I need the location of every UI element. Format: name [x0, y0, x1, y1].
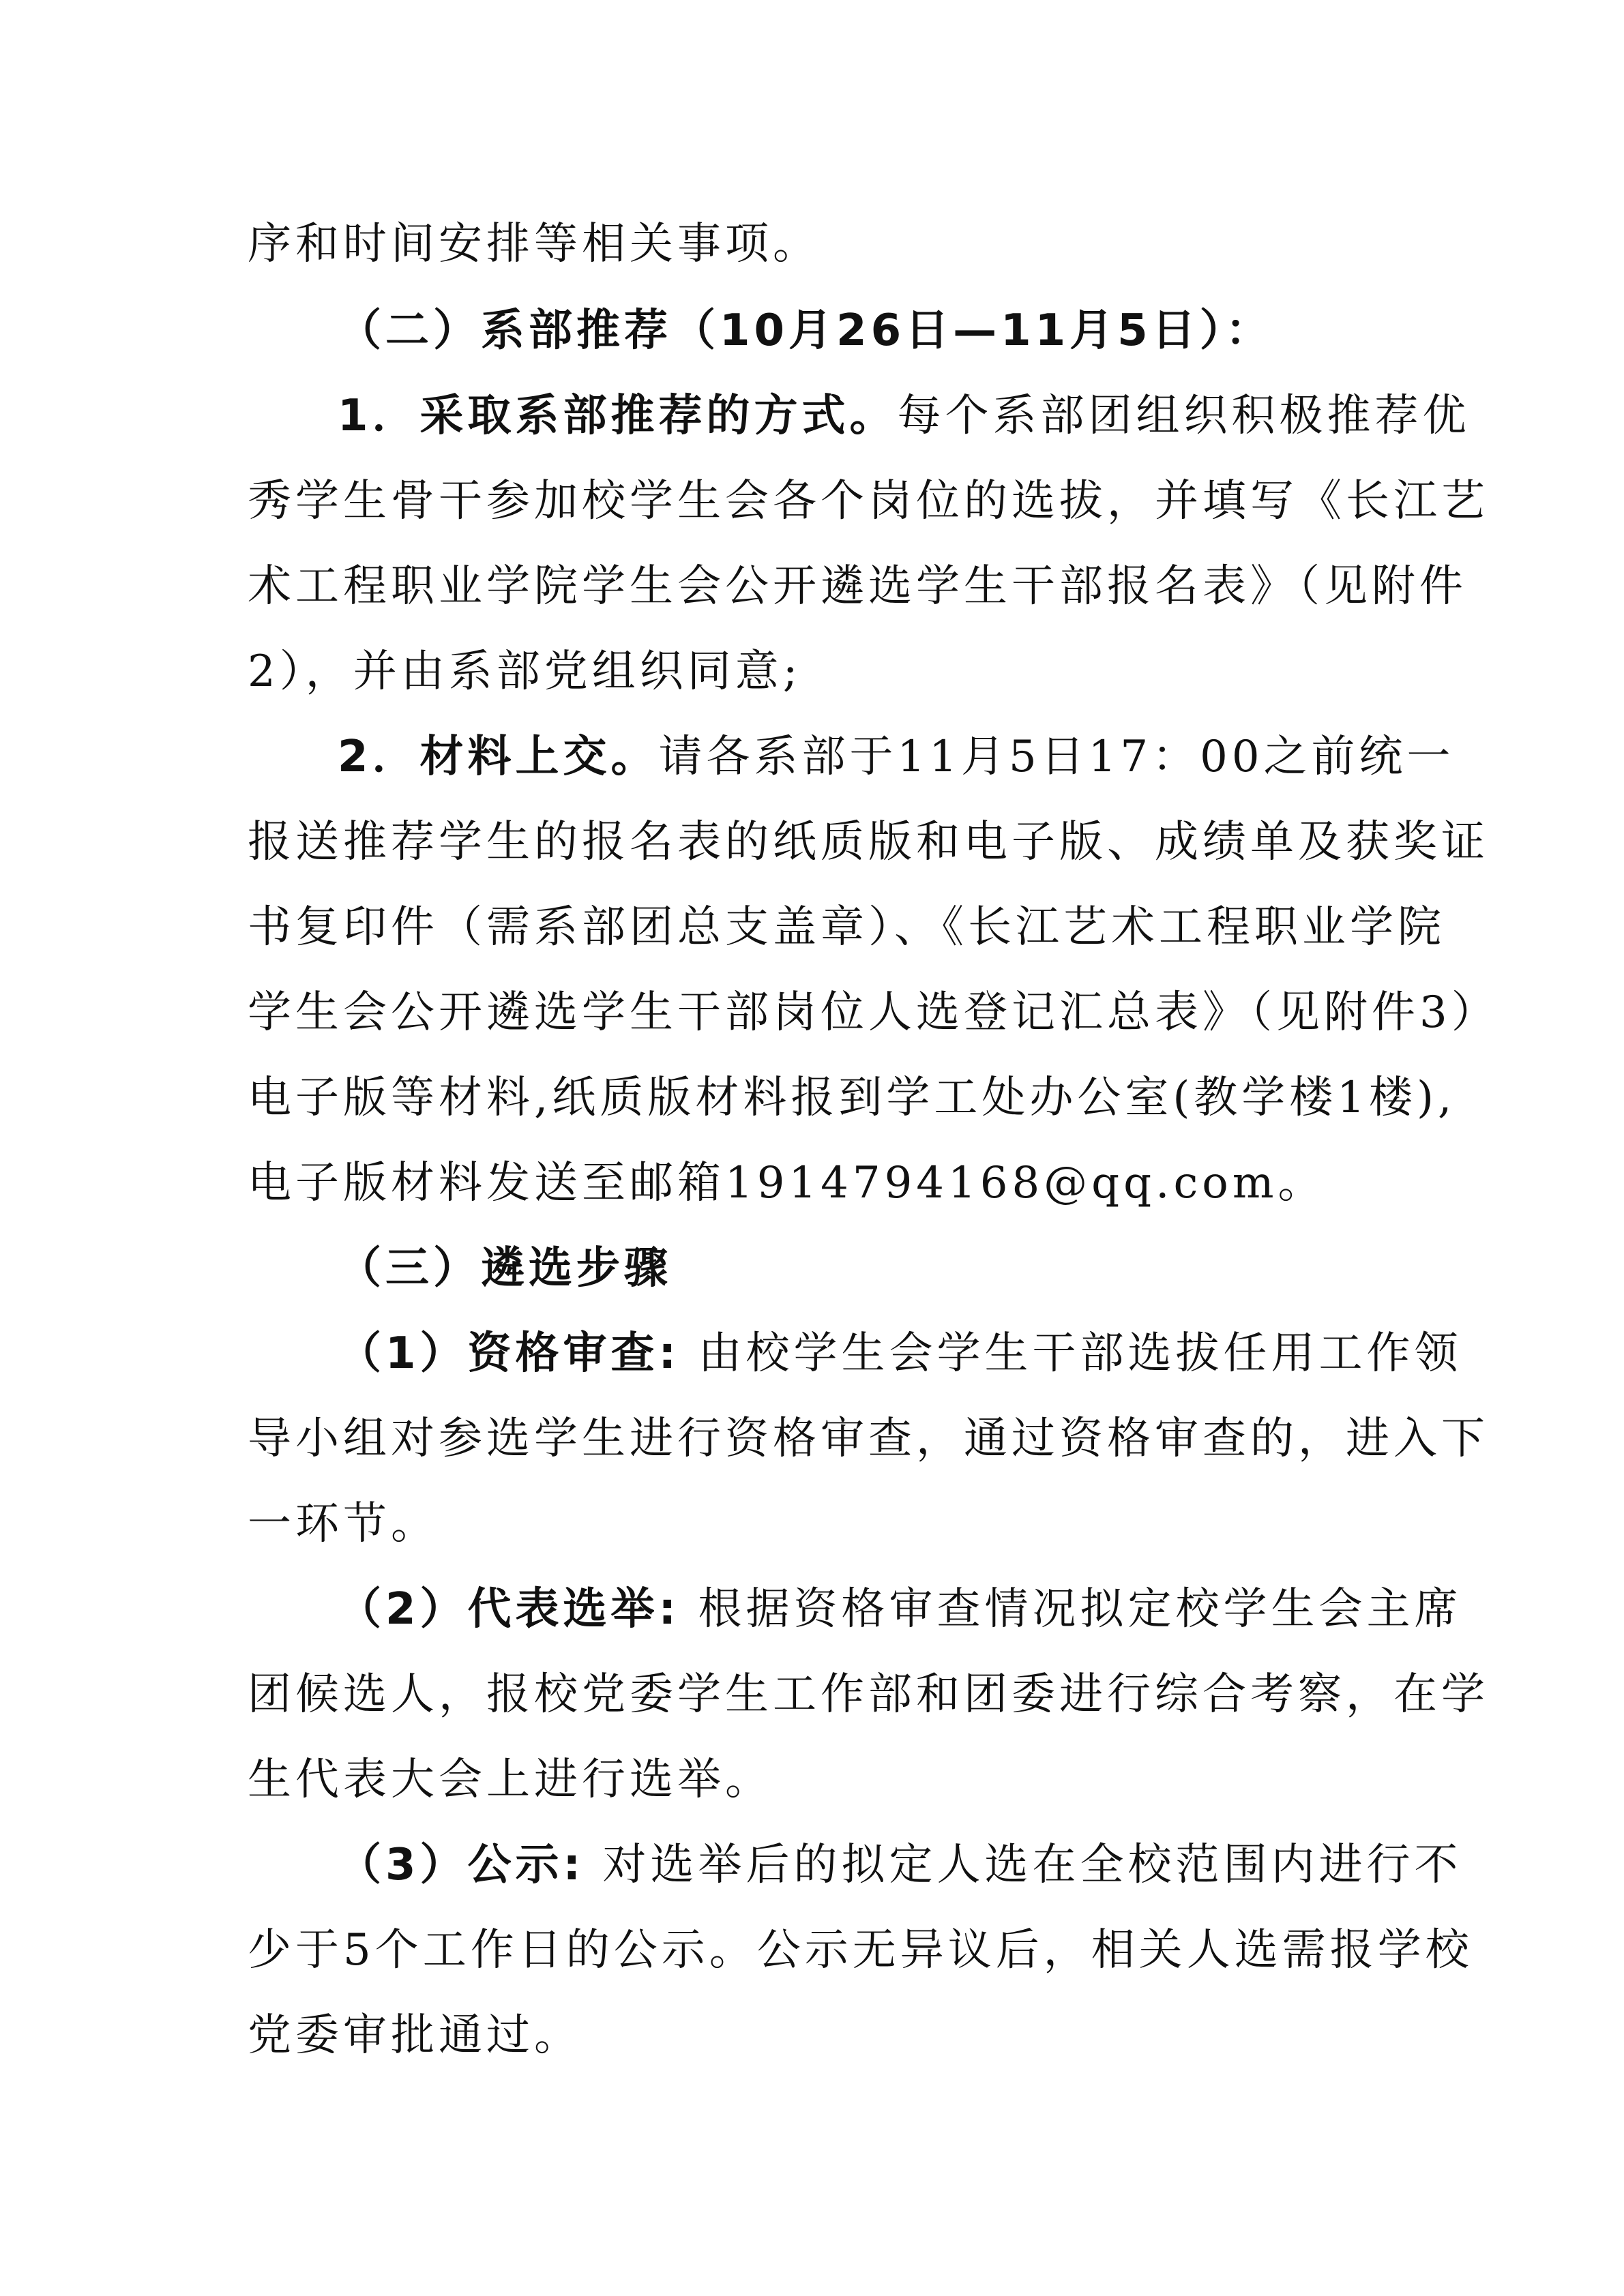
item-1-text: 每个系部团组织积极推荐优: [897, 391, 1471, 441]
paragraph-line: 序和时间安排等相关事项。: [248, 219, 821, 269]
item-2-line-3: 书复印件（需系部团总支盖章）、《长江艺术工程职业学院: [248, 902, 1445, 953]
step-3-lead: （3）公示:: [338, 1840, 585, 1890]
step-3-line-1: [338, 1824, 1462, 1906]
step-1-line-3: 一环节。: [248, 1499, 439, 1549]
item-2-line-2: 报送推荐学生的报名表的纸质版和电子版、成绩单及获奖证: [248, 817, 1489, 867]
item-2-line-1: [338, 716, 1455, 798]
step-3-line-2: 少于5个工作日的公示。公示无异议后，相关人选需报学校: [248, 1925, 1473, 1976]
section-heading-3: （三）遴选步骤: [338, 1243, 672, 1294]
step-2-line-2: 团候选人，报校党委学生工作部和团委进行综合考察，在学: [248, 1669, 1489, 1720]
step-1-line-2: 导小组对参选学生进行资格审查，通过资格审查的，进入下: [248, 1414, 1489, 1464]
step-3-text: 对选举后的拟定人选在全校范围内进行不: [585, 1840, 1462, 1890]
item-1-line-2: 秀学生骨干参加校学生会各个岗位的选拔，并填写《长江艺: [248, 476, 1489, 526]
step-2-lead: （2）代表选举:: [338, 1584, 681, 1635]
section-heading-2: （二）系部推荐（10月26日—11月5日）：: [338, 305, 1273, 356]
step-2-line-1: [338, 1568, 1462, 1650]
item-1-lead: 1．采取系部推荐的方式。: [338, 391, 898, 441]
item-2-line-4: 学生会公开遴选学生干部岗位人选登记汇总表》（见附件3）: [248, 987, 1499, 1038]
step-2-line-3: 生代表大会上进行选举。: [248, 1755, 773, 1805]
step-1-line-1: [338, 1313, 1462, 1395]
item-2-text: 请各系部于11月5日17：00之前统一: [658, 732, 1455, 782]
step-1-text: 由校学生会学生干部选拔任用工作领: [680, 1328, 1462, 1379]
item-1-line-1: [338, 375, 1471, 457]
item-1-line-3: 术工程职业学院学生会公开遴选学生干部报名表》（见附件: [248, 561, 1467, 612]
item-2-lead: 2．材料上交。: [338, 732, 659, 782]
step-3-line-3: 党委审批通过。: [248, 2010, 582, 2061]
item-1-line-4: 2），并由系部党组织同意;: [248, 646, 802, 697]
step-1-lead: （1）资格审查:: [338, 1328, 681, 1379]
step-2-text: 根据资格审查情况拟定校学生会主席: [680, 1584, 1462, 1635]
item-2-line-6: 电子版材料发送至邮箱1914794168@qq.com。: [248, 1158, 1326, 1208]
item-2-line-5: 电子版等材料,纸质版材料报到学工处办公室(教学楼1楼),: [248, 1073, 1456, 1123]
